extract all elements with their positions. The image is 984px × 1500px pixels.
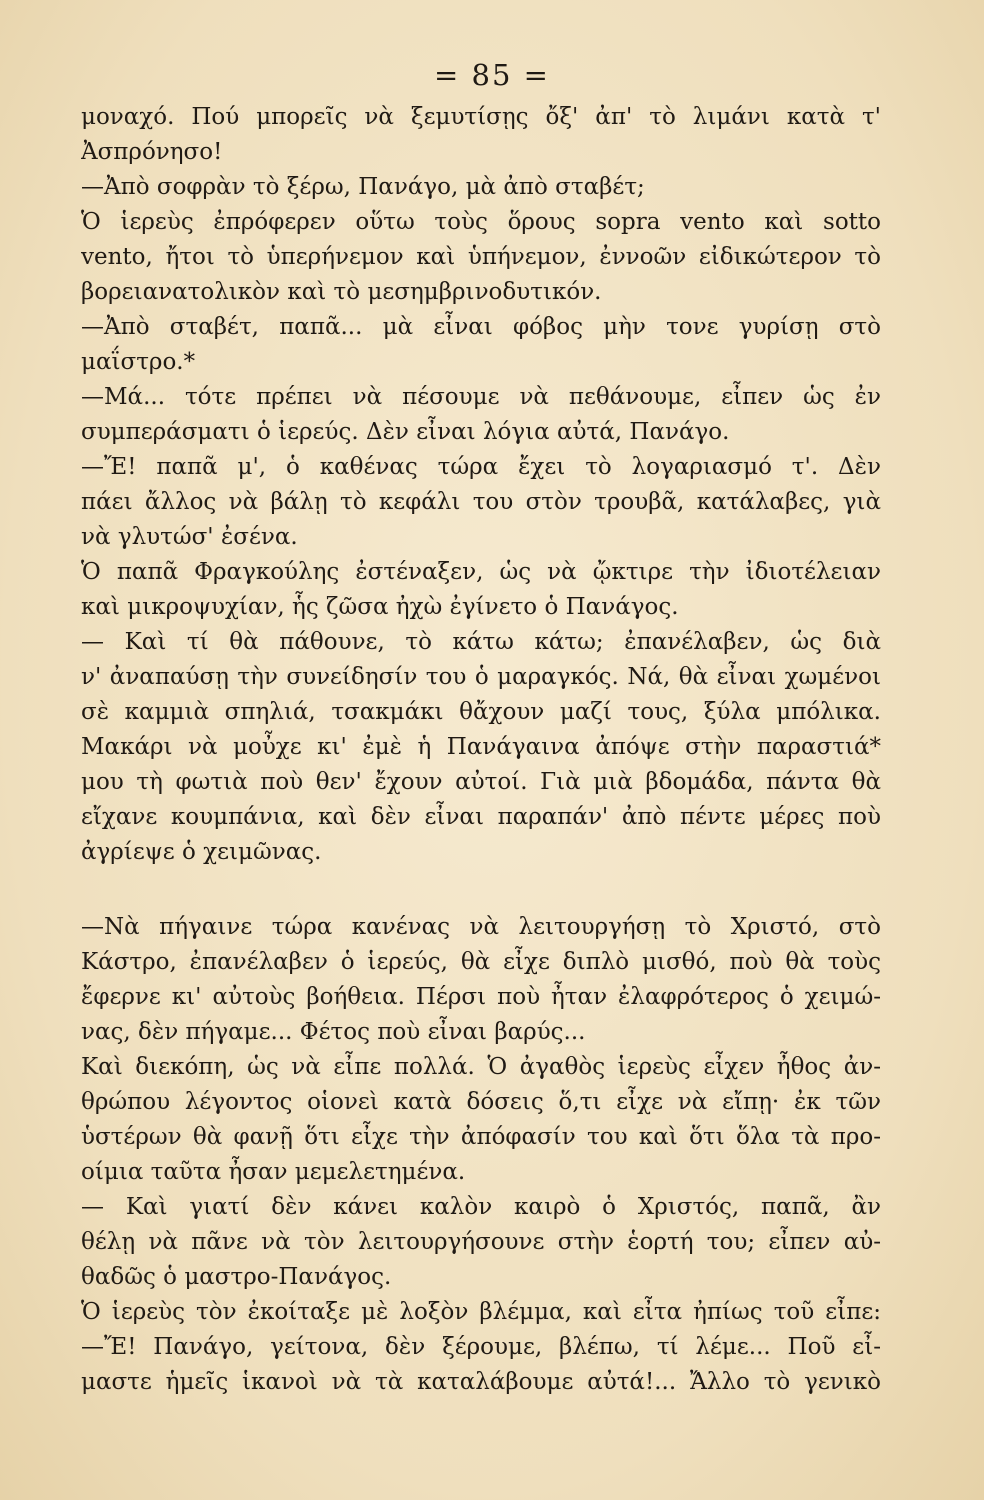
text-line: Ὁ ἱερεὺς τὸν ἐκοίταξε μὲ λοξὸν βλέμμα, καὶ εἶτα ἠπίως τοῦ εἶπε: — [81, 1299, 881, 1325]
text-line: Καὶ διεκόπη, ὡς νὰ εἶπε πολλά. Ὁ ἀγαθὸς ἱερεὺς εἶχεν ἦθος ἀν- — [81, 1054, 881, 1080]
text-line: νας, δὲν πήγαμε... Φέτος ποὺ εἶναι βαρύς... — [81, 1019, 586, 1045]
text-line: —Ἀπὸ σοφρὰν τὸ ξέρω, Πανάγο, μὰ ἀπὸ σταβέτ; — [81, 174, 645, 200]
text-line: πάει ἄλλος νὰ βάλῃ τὸ κεφάλι του στὸν τρουβᾶ, κατάλαβες, γιὰ — [81, 489, 881, 515]
text-line: ν' ἀναπαύσῃ τὴν συνείδησίν του ὁ μαραγκός. Νά, θὰ εἶναι χωμένοι — [81, 664, 881, 690]
text-line: — Καὶ γιατί δὲν κάνει καλὸν καιρὸ ὁ Χριστός, παπᾶ, ἂν — [81, 1194, 881, 1220]
text-line: Ἀσπρόνησο! — [81, 139, 223, 165]
text-line: μαστε ἡμεῖς ἱκανοὶ νὰ τὰ καταλάβουμε αὐτά!... Ἄλλο τὸ γενικὸ — [81, 1369, 881, 1395]
text-line: —Ἀπὸ σταβέτ, παπᾶ... μὰ εἶναι φόβος μὴν τονε γυρίσῃ στὸ — [81, 314, 881, 340]
text-line: θρώπου λέγοντος οἱονεὶ κατὰ δόσεις ὅ,τι εἶχε νὰ εἴπῃ· ἐκ τῶν — [81, 1089, 881, 1115]
text-line: μαΐστρο.* — [81, 349, 196, 375]
text-line: —Νὰ πήγαινε τώρα κανένας νὰ λειτουργήσῃ τὸ Χριστό, στὸ — [81, 914, 881, 940]
text-line: —Ἔ! Πανάγο, γείτονα, δὲν ξέρουμε, βλέπω, τί λέμε... Ποῦ εἶ- — [81, 1334, 881, 1360]
text-line: μοναχό. Πού μπορεῖς νὰ ξεμυτίσῃς ὄξ' ἀπ' τὸ λιμάνι κατὰ τ' — [81, 104, 881, 130]
text-line: Ὁ ἱερεὺς ἐπρόφερεν οὕτω τοὺς ὅρους sopra vento καὶ sotto — [81, 209, 881, 235]
text-line: εἴχανε κουμπάνια, καὶ δὲν εἶναι παραπάν' ἀπὸ πέντε μέρες ποὺ — [81, 804, 881, 830]
paragraph-gap — [81, 870, 881, 910]
text-line: οίμια ταῦτα ἦσαν μεμελετημένα. — [81, 1159, 466, 1185]
text-line: vento, ἤτοι τὸ ὑπερήνεμον καὶ ὑπήνεμον, ἐννοῶν εἰδικώτερον τὸ — [81, 244, 881, 270]
text-line: σὲ καμμιὰ σπηλιά, τσακμάκι θἄχουν μαζί τους, ξύλα μπόλικα. — [81, 699, 881, 725]
text-line: ὑστέρων θὰ φανῇ ὅτι εἶχε τὴν ἀπόφασίν του καὶ ὅτι ὅλα τὰ προ- — [81, 1124, 881, 1150]
text-line: θέλῃ νὰ πᾶνε νὰ τὸν λειτουργήσουνε στὴν ἑορτή του; εἶπεν αὐ- — [81, 1229, 881, 1255]
text-line: θαδῶς ὁ μαστρο-Πανάγος. — [81, 1264, 392, 1290]
text-line: συμπεράσματι ὁ ἱερεύς. Δὲν εἶναι λόγια αὐτά, Πανάγο. — [81, 419, 730, 445]
text-line: Ὁ παπᾶ Φραγκούλης ἐστέναξεν, ὡς νὰ ᾤκτιρε τὴν ἰδιοτέλειαν — [81, 559, 881, 585]
text-line: ἔφερνε κι' αὐτοὺς βοήθεια. Πέρσι ποὺ ἦταν ἐλαφρότερος ὁ χειμώ- — [81, 984, 881, 1010]
text-line: νὰ γλυτώσ' ἐσένα. — [81, 524, 298, 550]
text-line: βορειανατολικὸν καὶ τὸ μεσημβρινοδυτικόν. — [81, 279, 602, 305]
text-line: ἀγρίεψε ὁ χειμῶνας. — [81, 839, 322, 865]
text-line: — Καὶ τί θὰ πάθουνε, τὸ κάτω κάτω; ἐπανέλαβεν, ὡς διὰ — [81, 629, 881, 655]
text-line: Μακάρι νὰ μοὖχε κι' ἐμὲ ἡ Πανάγαινα ἀπόψε στὴν παραστιά* — [81, 734, 881, 760]
text-line: Κάστρο, ἐπανέλαβεν ὁ ἱερεύς, θὰ εἶχε διπλὸ μισθό, ποὺ θὰ τοὺς — [81, 949, 881, 975]
text-line: —Ἔ! παπᾶ μ', ὁ καθένας τώρα ἔχει τὸ λογαριασμό τ'. Δὲν — [81, 454, 881, 480]
text-line: καὶ μικροψυχίαν, ἧς ζῶσα ἠχὼ ἐγίνετο ὁ Πανάγος. — [81, 594, 679, 620]
page-number: = 85 = — [434, 58, 550, 92]
text-line: —Μά... τότε πρέπει νὰ πέσουμε νὰ πεθάνουμε, εἶπεν ὡς ἐν — [81, 384, 881, 410]
body-text — [81, 100, 881, 1400]
text-line: μου τὴ φωτιὰ ποὺ θεν' ἔχουν αὐτοί. Γιὰ μιὰ βδομάδα, πάντα θὰ — [81, 769, 881, 795]
